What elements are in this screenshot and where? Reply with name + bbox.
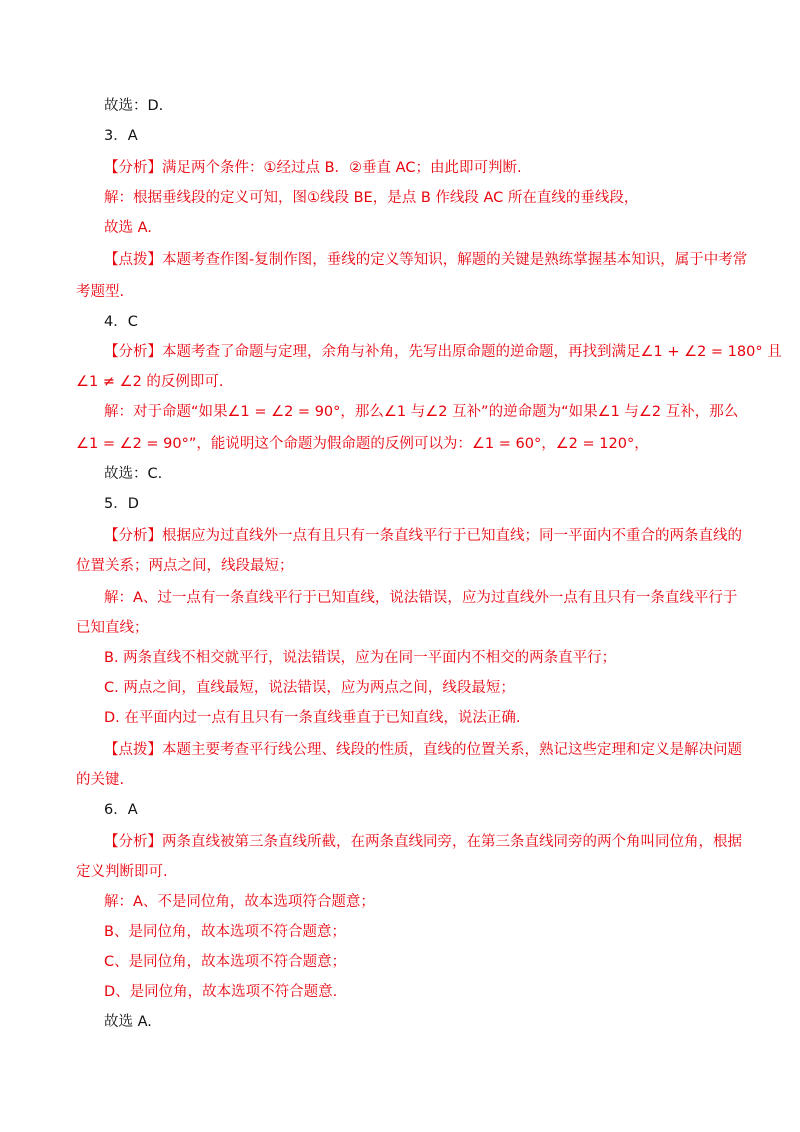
solution-line: 解：根据垂线段的定义可知，图①线段 BE，是点 B 作线段 AC 所在直线的垂线段， — [104, 190, 639, 206]
answer-line: 故选：D. — [104, 98, 164, 114]
solution-line: 解：A、过一点有一条直线平行于已知直线，说法错误，应为过直线外一点有且只有一条直线平行于 — [104, 590, 738, 606]
tip-line: 【点拨】本题考查作图-复制作图，垂线的定义等知识，解题的关键是熟练掌握基本知识，属于中考常 — [104, 252, 748, 268]
option-b-line: B. 两条直线不相交就平行，说法错误，应为在同一平面内不相交的两条直平行； — [104, 650, 617, 666]
analysis-line: 【分析】本题考查了命题与定理，余角与补角，先写出原命题的逆命题，再找到满足∠1 + ∠2 = 180° 且 — [104, 344, 782, 360]
tip-line-continued: 考题型. — [76, 284, 125, 300]
analysis-line: 【分析】根据应为过直线外一点有且只有一条直线平行于已知直线；同一平面内不重合的两条直线的 — [104, 528, 742, 544]
solution-line: 解：对于命题“如果∠1 = ∠2 = 90°，那么∠1 与∠2 互补”的逆命题为“如果∠1 与∠2 互补，那么 — [104, 404, 739, 420]
option-c-line: C. 两点之间，直线最短，说法错误，应为两点之间，线段最短； — [104, 680, 515, 696]
analysis-line-continued: ∠1 ≠ ∠2 的反例即可. — [76, 374, 224, 390]
solution-line-continued: ∠1 = ∠2 = 90°”，能说明这个命题为假命题的反例可以为：∠1 = 60°，∠2 = 120°， — [76, 436, 649, 452]
answer-line: 故选 A. — [104, 1014, 152, 1030]
question-number: 3．A — [104, 128, 138, 144]
question-number: 4．C — [104, 314, 138, 330]
option-d-line: D. 在平面内过一点有且只有一条直线垂直于已知直线，说法正确. — [104, 710, 521, 726]
analysis-line: 【分析】满足两个条件：①经过点 B．②垂直 AC；由此即可判断. — [104, 160, 522, 176]
analysis-line: 【分析】两条直线被第三条直线所截，在两条直线同旁，在第三条直线同旁的两个角叫同位角，根据 — [104, 834, 742, 850]
question-number: 5．D — [104, 496, 139, 512]
solution-line-continued: 已知直线； — [76, 620, 149, 636]
tip-line-continued: 的关键. — [76, 772, 125, 788]
analysis-line-continued: 位置关系；两点之间，线段最短； — [76, 558, 294, 574]
option-c-line: C、是同位角，故本选项不符合题意； — [104, 954, 347, 970]
answer-line: 故选 A. — [104, 220, 152, 236]
analysis-line-continued: 定义判断即可. — [76, 864, 168, 880]
option-a-line: 解：A、不是同位角，故本选项符合题意； — [104, 894, 375, 910]
question-number: 6．A — [104, 802, 138, 818]
option-d-line: D、是同位角，故本选项不符合题意. — [104, 984, 338, 1000]
answer-line: 故选：C. — [104, 466, 163, 482]
tip-line: 【点拨】本题主要考查平行线公理、线段的性质，直线的位置关系，熟记这些定理和定义是解决问题 — [104, 742, 742, 758]
option-b-line: B、是同位角，故本选项不符合题意； — [104, 924, 346, 940]
